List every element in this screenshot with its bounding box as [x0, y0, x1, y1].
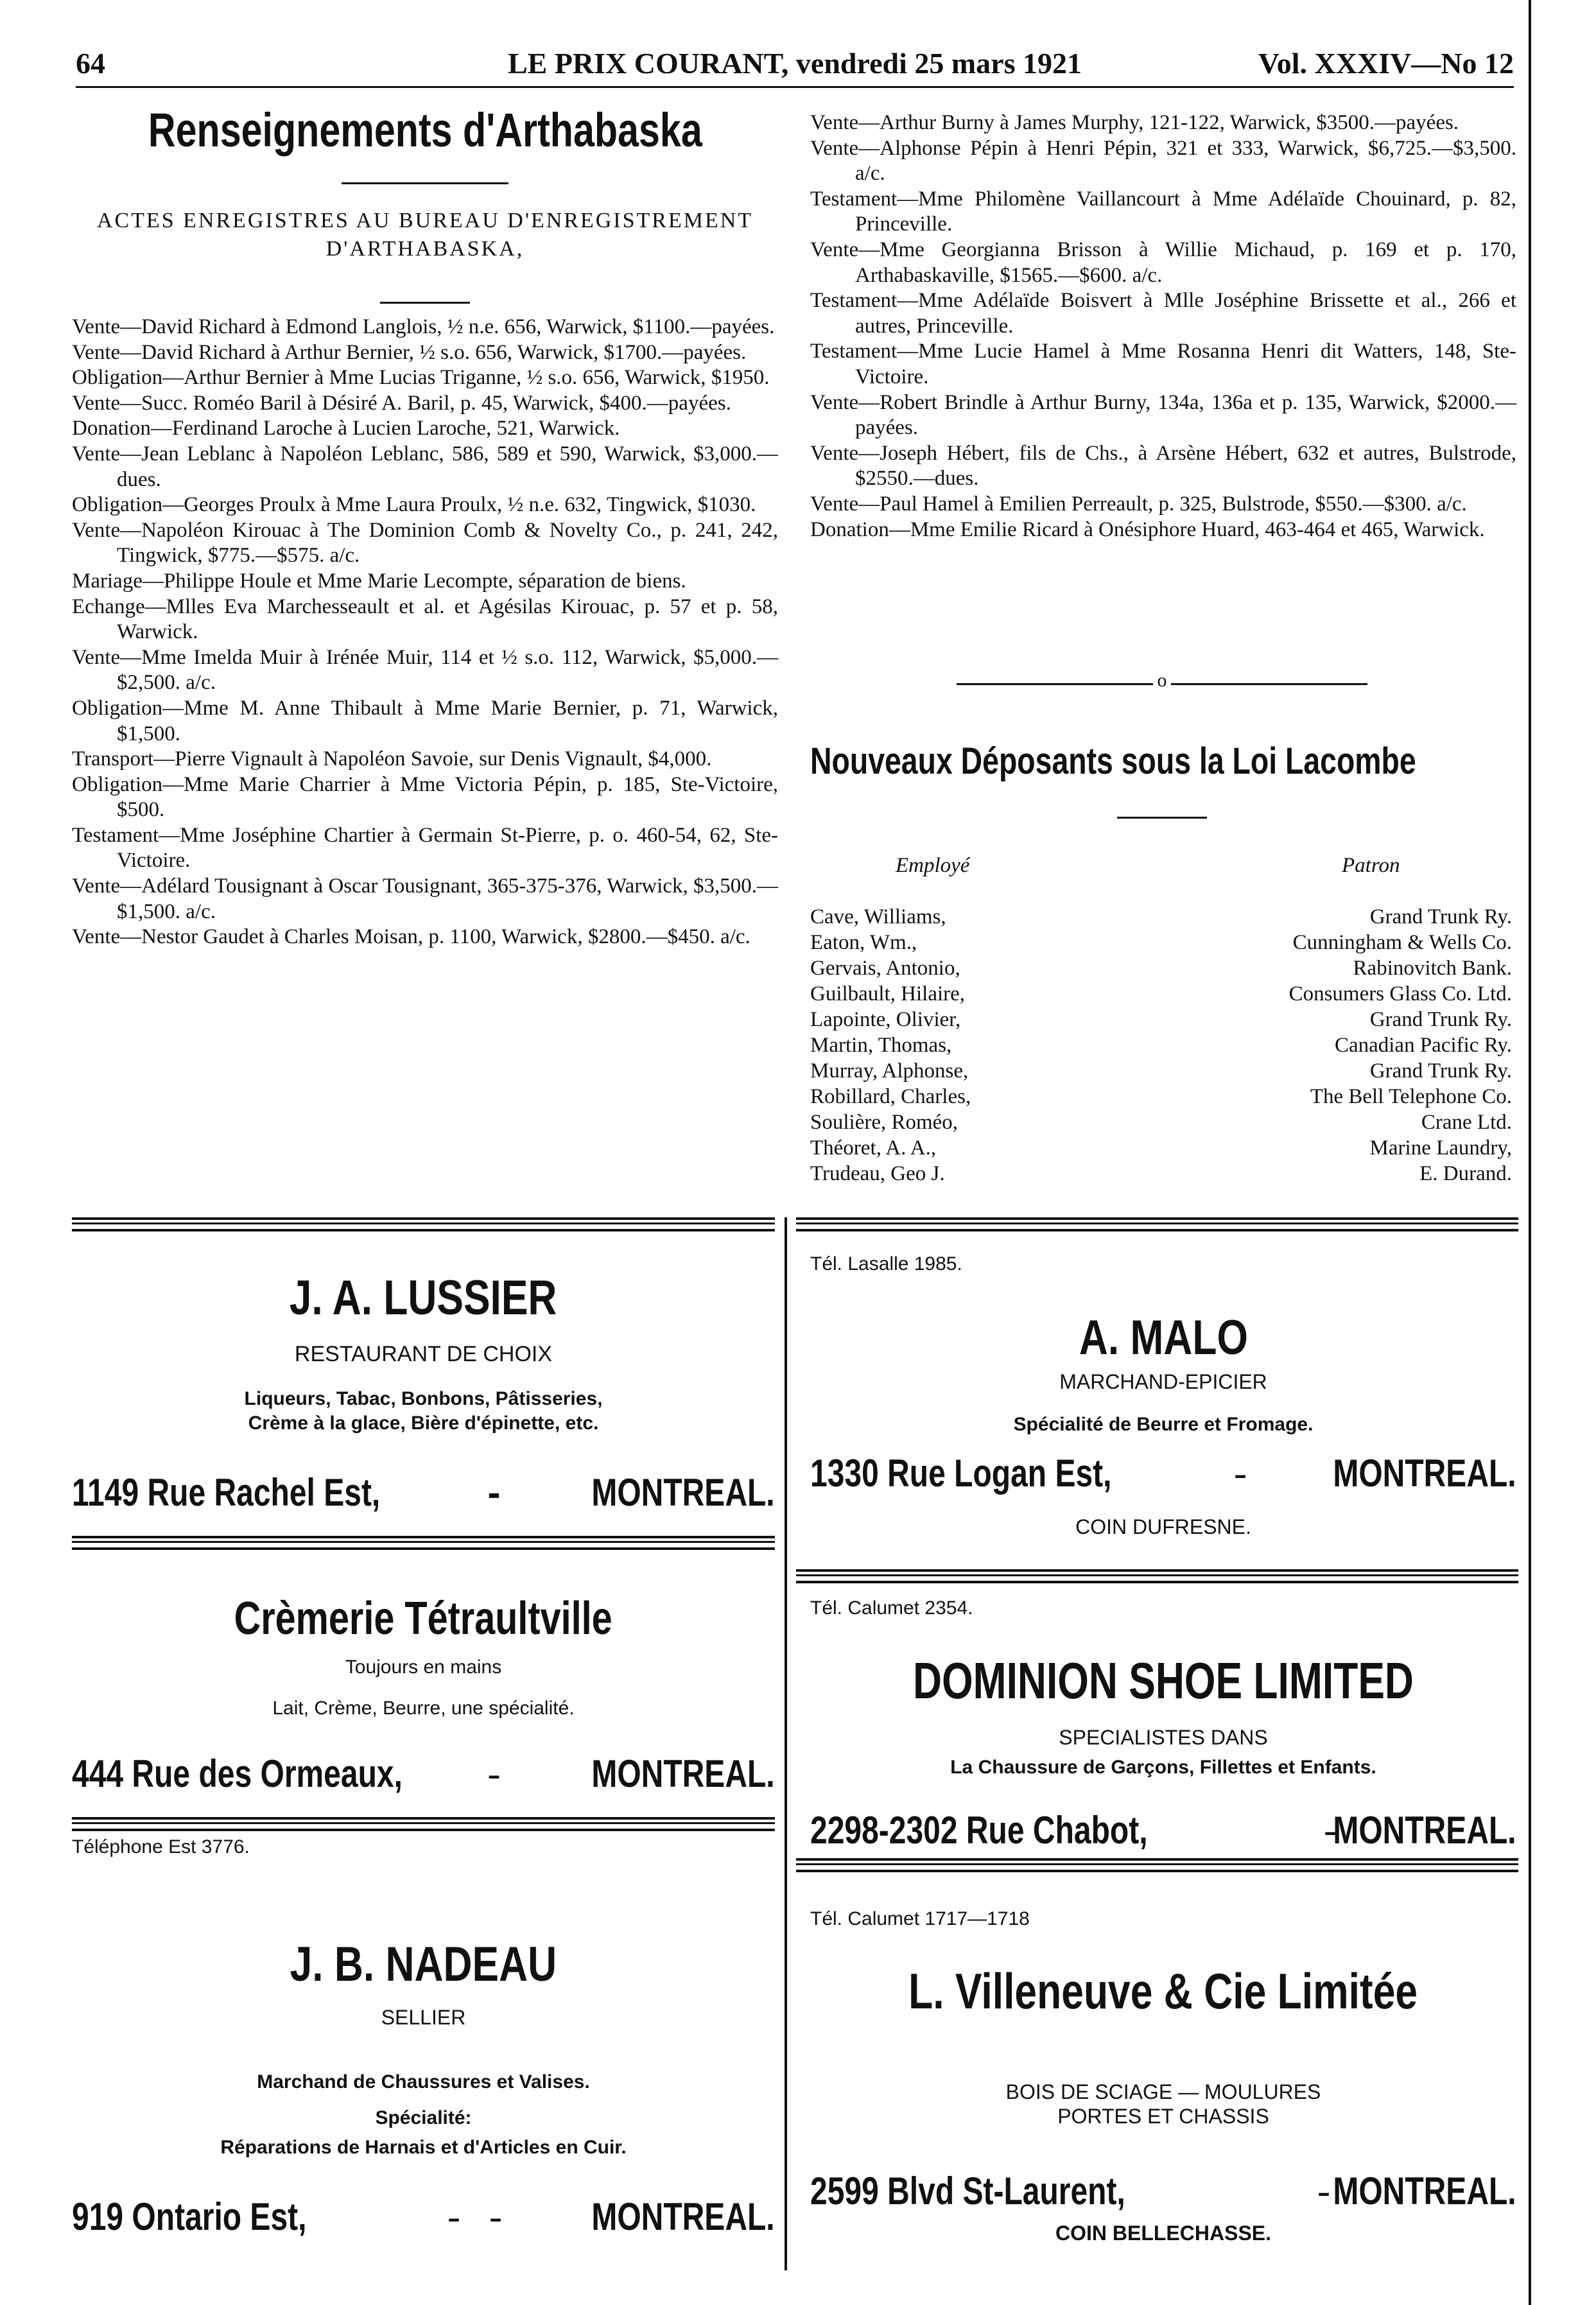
registry-entry: Vente—David Richard à Arthur Bernier, ½ s.o. 656, Warwick, $1700.—payées.: [72, 340, 747, 364]
ad-malo-line2: Spécialité de Beurre et Fromage.: [1013, 1414, 1314, 1435]
registry-entry: Vente—Jean Leblanc à Napoléon Leblanc, 586, 589 et 590, Warwick, $3,000.—dues.: [72, 442, 778, 491]
registry-entry: Obligation—Arthur Bernier à Mme Lucias Triganne, ½ s.o. 656, Warwick, $1950.: [72, 366, 770, 390]
ad-nadeau-tel: Téléphone Est 3776.: [72, 1836, 250, 1857]
ad-villeneuve-line3: COIN BELLECHASSE.: [1055, 2222, 1272, 2245]
ad-dominion-tel: Tél. Calumet 2354.: [810, 1597, 973, 1619]
employe-name: Robillard, Charles,: [810, 1085, 971, 1108]
ad-lussier-address-line: 1149 Rue Rachel Est, - MONTREAL.: [72, 1471, 775, 1514]
ad-malo: [810, 1220, 1516, 1567]
ad-malo-tel: Tél. Lasalle 1985.: [810, 1253, 962, 1274]
title-rule: [342, 182, 508, 184]
ad-villeneuve-name: L. Villeneuve & Cie Limitée: [908, 1963, 1418, 2019]
registry-entry: Obligation—Mme M. Anne Thibault à Mme Marie Bernier, p. 71, Warwick, $1,500.: [72, 696, 778, 745]
column-header-employe: Employé: [896, 854, 970, 877]
registry-entry: Vente—Napoléon Kirouac à The Dominion Comb & Novelty Co., p. 241, 242, Tingwick, $775.—$575. a/c.: [72, 518, 778, 568]
patron-name: Grand Trunk Ry.: [1369, 1059, 1512, 1083]
registry-entry: Testament—Mme Joséphine Chartier à Germain St-Pierre, p. o. 460-54, 62, Ste-Victoire.: [72, 823, 778, 873]
ad-lussier: [72, 1220, 775, 1528]
section-title-deposants: Nouveaux Déposants sous la Loi Lacombe: [810, 740, 1416, 782]
ad-nadeau-name: J. B. NADEAU: [290, 1937, 557, 1992]
ad-villeneuve: [810, 1868, 1516, 2254]
ad-malo-line3: COIN DUFRESNE.: [1075, 1515, 1251, 1538]
ad-villeneuve-tel: Tél. Calumet 1717—1718: [810, 1908, 1030, 1929]
ad-villeneuve-address-line: 2599 Blvd St-Laurent, - MONTREAL.: [810, 2170, 1516, 2213]
ad-nadeau-address-line: 919 Ontario Est, - - MONTREAL.: [72, 2195, 775, 2238]
ad-dominion-line2: La Chaussure de Garçons, Fillettes et Enfants.: [950, 1757, 1376, 1778]
page-header: [76, 46, 1514, 85]
registry-entry: Mariage—Philippe Houle et Mme Marie Lecompte, séparation de biens.: [72, 569, 686, 593]
ads-column-divider: [785, 1217, 787, 2270]
ad-dominion-name: DOMINION SHOE LIMITED: [913, 1652, 1414, 1709]
registry-entry: Donation—Ferdinand Laroche à Lucien Laroche, 521, Warwick.: [72, 417, 620, 440]
ad-lussier-line2: Liqueurs, Tabac, Bonbons, Pâtisseries,: [244, 1388, 603, 1409]
ad-cremerie-line1: Toujours en mains: [345, 1657, 502, 1678]
employe-name: Murray, Alphonse,: [810, 1059, 969, 1083]
patron-name: Cunningham & Wells Co.: [1292, 931, 1512, 954]
ad-nadeau-line4: Réparations de Harnais et d'Articles en Cuir.: [220, 2137, 627, 2158]
ad-malo-name: A. MALO: [1079, 1310, 1248, 1365]
registry-entry: Echange—Mlles Eva Marchesseault et al. et Agésilas Kirouac, p. 57 et p. 58, Warwick.: [72, 595, 778, 644]
registry-entry: Vente—Robert Brindle à Arthur Burny, 134a, 136a et p. 135, Warwick, $2000.—payées.: [810, 390, 1516, 440]
header-rule: [76, 86, 1514, 88]
patron-name: Marine Laundry,: [1369, 1136, 1512, 1160]
masthead-line: LE PRIX COURANT, vendredi 25 mars 1921: [507, 47, 1082, 80]
section-subheading: ACTES ENREGISTRES AU BUREAU D'ENREGISTREMENT D'ARTHABASKA,: [96, 209, 754, 261]
ad-lussier-name: J. A. LUSSIER: [290, 1271, 557, 1325]
registry-entry: Vente—Mme Imelda Muir à Irénée Muir, 114 et ½ s.o. 112, Warwick, $5,000.—$2,500. a/c.: [72, 645, 778, 695]
registry-entry: Vente—Paul Hamel à Emilien Perreault, p. 325, Bulstrode, $550.—$300. a/c.: [810, 492, 1467, 516]
employe-name: Gervais, Antonio,: [810, 957, 960, 980]
registry-entry: Vente—Mme Georgianna Brisson à Willie Michaud, p. 169 et p. 170, Arthabaskaville, $1565.—$600. a/c.: [810, 238, 1516, 287]
ad-nadeau: [72, 1827, 775, 2264]
registry-entry: Vente—Arthur Burny à James Murphy, 121-122, Warwick, $3500.—payées.: [810, 111, 1459, 134]
employe-name: Cave, Williams,: [810, 905, 946, 928]
ad-nadeau-line1: SELLIER: [381, 2006, 466, 2029]
registry-entry: Vente—Alphonse Pépin à Henri Pépin, 321 et 333, Warwick, $6,725.—$3,500. a/c.: [810, 136, 1516, 186]
ad-villeneuve-line2: PORTES ET CHASSIS: [1057, 2105, 1269, 2128]
deposants-rule: [1117, 817, 1207, 819]
registry-entry: Vente—Joseph Hébert, fils de Chs., à Arsène Hébert, 632 et autres, Bulstrode, $2550.—dues.: [810, 441, 1516, 491]
employe-name: Soulière, Roméo,: [810, 1111, 958, 1134]
patron-name: Crane Ltd.: [1421, 1111, 1512, 1134]
patron-name: Grand Trunk Ry.: [1369, 1008, 1512, 1031]
subheading-rule: [380, 302, 470, 304]
patron-name: E. Durand.: [1419, 1162, 1512, 1185]
ad-villeneuve-line1: BOIS DE SCIAGE — MOULURES: [1005, 2080, 1321, 2103]
patron-list: [1156, 904, 1512, 1187]
ad-cremerie-line2: Lait, Crème, Beurre, une spécialité.: [272, 1698, 575, 1719]
ad-lussier-line3: Crème à la glace, Bière d'épinette, etc.: [248, 1413, 599, 1434]
ad-dominion-shoe: [810, 1579, 1516, 1852]
page-number: 64: [76, 47, 105, 80]
ad-dominion-address-line: 2298-2302 Rue Chabot, - MONTREAL.: [810, 1809, 1516, 1852]
ad-cremerie: [72, 1547, 775, 1817]
volume-number: Vol. XXXIV—No 12: [1258, 47, 1514, 80]
employe-name: Trudeau, Geo J.: [810, 1162, 945, 1185]
ad-dominion-line1: SPECIALISTES DANS: [1059, 1726, 1268, 1749]
page-edge-border: [1529, 0, 1531, 2305]
registry-entry: Testament—Mme Philomène Vaillancourt à Mme Adélaïde Chouinard, p. 82, Princeville.: [810, 187, 1516, 236]
registry-entry: Transport—Pierre Vignault à Napoléon Savoie, sur Denis Vignault, $4,000.: [72, 747, 712, 771]
employe-name: Martin, Thomas,: [810, 1034, 952, 1057]
ad-cremerie-name: Crèmerie Tétraultville: [234, 1593, 613, 1644]
registry-entry: Testament—Mme Lucie Hamel à Mme Rosanna Henri dit Watters, 148, Ste-Victoire.: [810, 340, 1516, 388]
section-title-arthabaska: Renseignements d'Arthabaska: [148, 103, 702, 157]
registry-entry: Vente—Nestor Gaudet à Charles Moisan, p. 1100, Warwick, $2800.—$450. a/c.: [72, 925, 750, 949]
registry-entry: Vente—David Richard à Edmond Langlois, ½ n.e. 656, Warwick, $1100.—payées.: [72, 315, 775, 338]
registry-entry: Obligation—Mme Marie Charrier à Mme Victoria Pépin, p. 185, Ste-Victoire, $500.: [72, 772, 778, 822]
patron-name: The Bell Telephone Co.: [1310, 1085, 1512, 1108]
entries-left-column: [72, 315, 778, 950]
entries-right-column: [810, 110, 1516, 543]
patron-name: Canadian Pacific Ry.: [1334, 1034, 1512, 1057]
registry-entry: Donation—Mme Emilie Ricard à Onésiphore Huard, 463-464 et 465, Warwick.: [810, 518, 1485, 541]
registry-entry: Vente—Adélard Tousignant à Oscar Tousignant, 365-375-376, Warwick, $3,500.—$1,500. a/c.: [72, 874, 778, 923]
registry-entry: Testament—Mme Adélaïde Boisvert à Mlle Joséphine Brissette et al., 266 et autres, Princeville.: [810, 289, 1516, 338]
separator-ornament: o: [1153, 672, 1171, 690]
registry-entry: Obligation—Georges Proulx à Mme Laura Proulx, ½ n.e. 632, Tingwick, $1030.: [72, 493, 756, 517]
patron-name: Consumers Glass Co. Ltd.: [1288, 982, 1512, 1005]
ad-cremerie-address-line: 444 Rue des Ormeaux, - MONTREAL.: [72, 1752, 775, 1795]
employe-name: Théoret, A. A.,: [810, 1136, 937, 1160]
ad-nadeau-line2: Marchand de Chaussures et Valises.: [257, 2071, 590, 2092]
ad-nadeau-line3: Spécialité:: [375, 2107, 472, 2128]
employe-list: [810, 904, 1131, 1187]
ad-lussier-line1: RESTAURANT DE CHOIX: [294, 1342, 553, 1366]
registry-entry: Vente—Succ. Roméo Baril à Désiré A. Baril, p. 45, Warwick, $400.—payées.: [72, 391, 731, 415]
employe-name: Lapointe, Olivier,: [810, 1008, 961, 1031]
ad-malo-line1: MARCHAND-EPICIER: [1059, 1370, 1267, 1393]
employe-name: Guilbault, Hilaire,: [810, 982, 966, 1005]
ad-malo-address-line: 1330 Rue Logan Est, - MONTREAL.: [810, 1452, 1516, 1495]
employe-name: Eaton, Wm.,: [810, 931, 917, 954]
patron-name: Rabinovitch Bank.: [1353, 957, 1512, 980]
patron-name: Grand Trunk Ry.: [1369, 905, 1512, 928]
column-header-patron: Patron: [1342, 854, 1400, 877]
